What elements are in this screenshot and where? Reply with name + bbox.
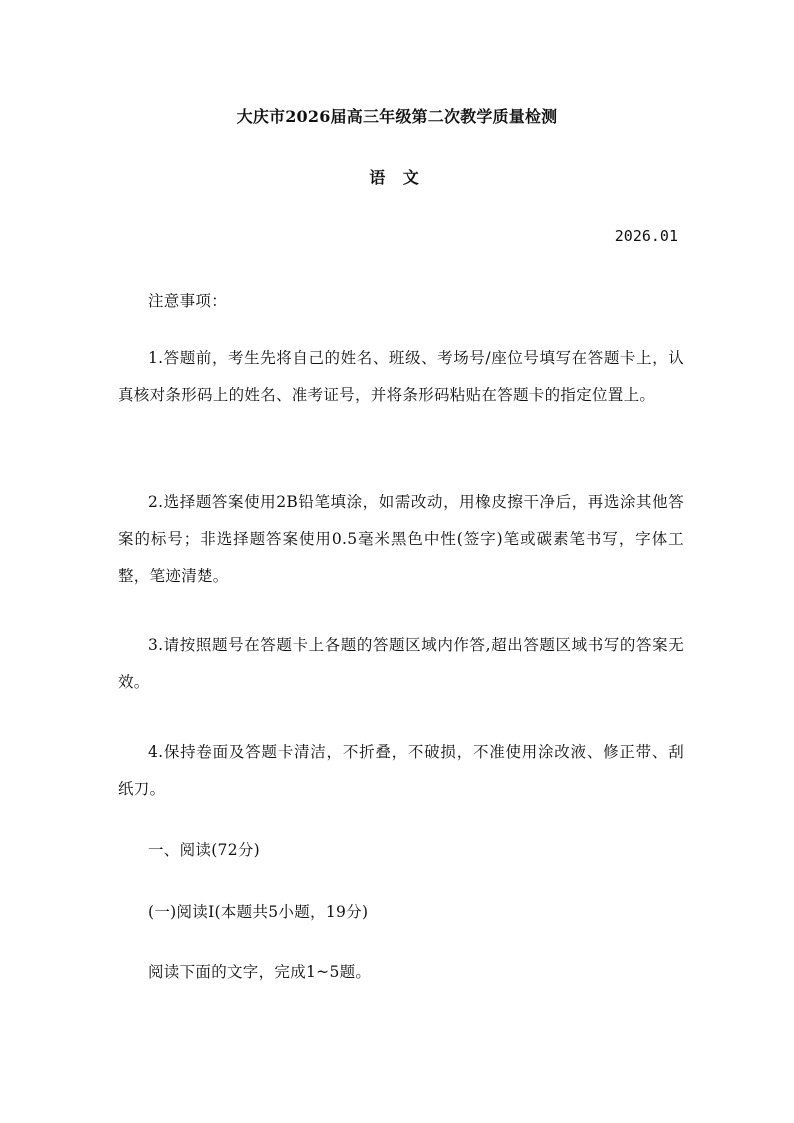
- subsection-heading-reading-one: (一)阅读Ⅰ(本题共5小题，19分): [148, 903, 369, 921]
- section-heading-reading: 一、阅读(72分): [148, 841, 261, 859]
- exam-date: 2026.01: [614, 227, 678, 245]
- note-item-3: 3.请按照题号在答题卡上各题的答题区域内作答,超出答题区域书写的答案无效。: [118, 636, 684, 691]
- subject-title: 语 文: [369, 168, 425, 187]
- exam-title: 大庆市2026届高三年级第二次教学质量检测: [236, 107, 558, 126]
- note-item-1: 1.答题前，考生先将自己的姓名、班级、考场号/座位号填写在答题卡上，认真核对条形码上的姓名、准考证号，并将条形码粘贴在答题卡的指定位置上。: [118, 349, 684, 404]
- note-item-2: 2.选择题答案使用2B铅笔填涂，如需改动，用橡皮擦干净后，再选涂其他答案的标号；非选择题答案使用0.5毫米黑色中性(签字)笔或碳素笔书写，字体工整，笔迹清楚。: [118, 493, 684, 585]
- notes-heading: 注意事项：: [148, 292, 228, 310]
- note-item-4: 4.保持卷面及答题卡清洁，不折叠，不破损，不准使用涂改液、修正带、刮纸刀。: [118, 743, 684, 798]
- reading-instruction: 阅读下面的文字，完成1~5题。: [148, 963, 372, 981]
